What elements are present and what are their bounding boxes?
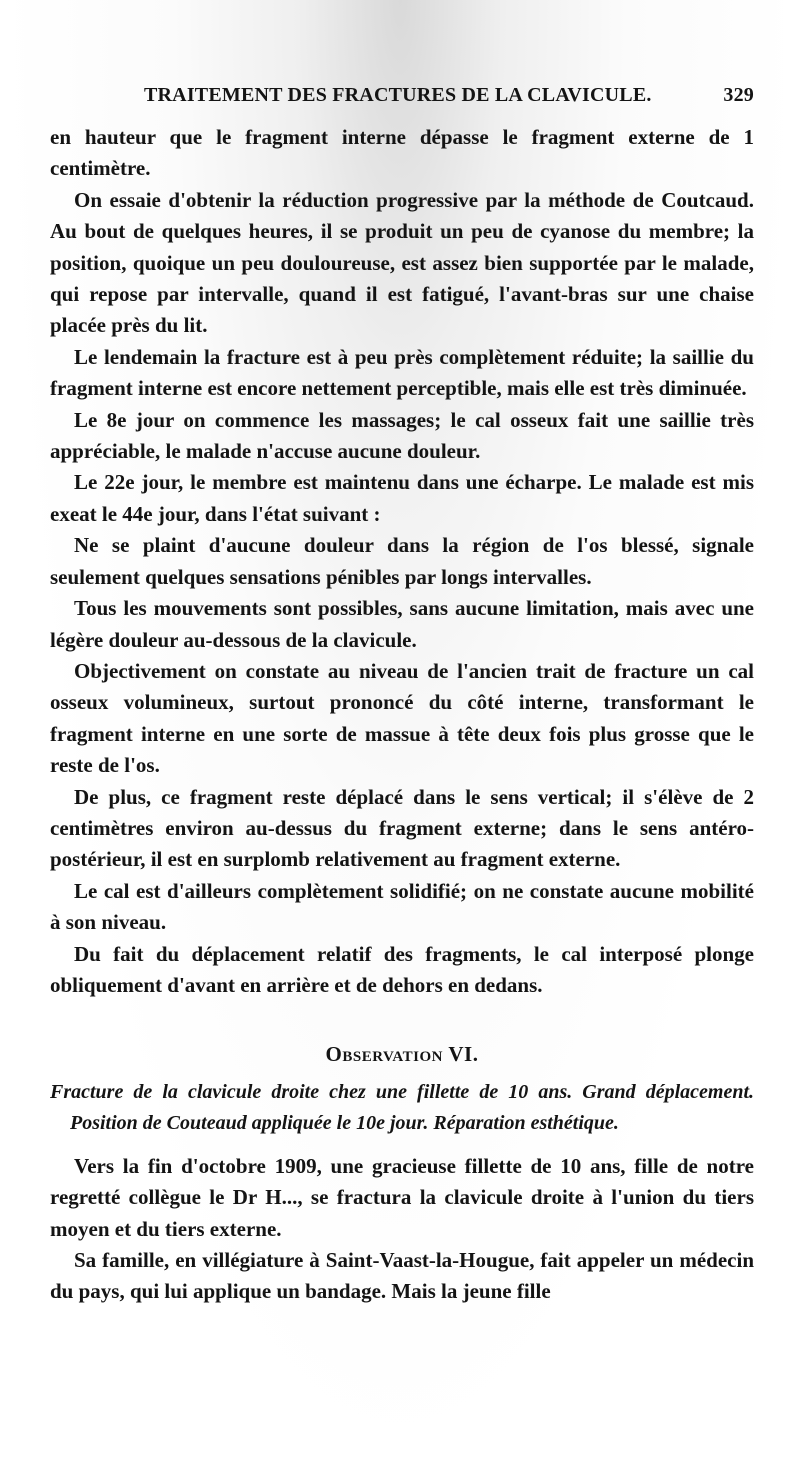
paragraph: Le 22e jour, le membre est maintenu dans une écharpe. Le malade est mis exeat le 44e jour, dans l'état suivant : <box>50 470 754 526</box>
page-header <box>118 80 758 114</box>
paragraph: Le 8e jour on commence les massages; le cal osseux fait une saillie très appréciable, le malade n'accuse aucune douleur. <box>50 407 754 464</box>
observation-body <box>50 1151 754 1308</box>
page-number: 329 <box>723 84 754 106</box>
paragraph: Vers la fin d'octobre 1909, une gracieuse fillette de 10 ans, fille de notre regretté collègue le Dr H..., se fractura la clavicule droite à l'union du tiers moyen et du tiers externe. <box>50 1153 754 1241</box>
paragraph: Ne se plaint d'aucune douleur dans la région de l'os blessé, signale seulement quelques sensations pénibles par longs intervalles. <box>50 533 754 589</box>
paragraph: Tous les mouvements sont possibles, sans aucune limitation, mais avec une légère douleur au-dessous de la clavicule. <box>50 596 754 652</box>
body-text <box>50 122 754 1308</box>
observation-subtitle: Fracture de la clavicule droite chez une fillette de 10 ans. Grand déplacement. Position de Couteaud appliquée le 10e jour. Réparation esthétique. <box>50 1080 754 1134</box>
paragraph: De plus, ce fragment reste déplacé dans le sens vertical; il s'élève de 2 centimètres environ au-dessus du fragment externe; dans le sens antéro-postérieur, il est en surplomb relativement au fragment externe. <box>50 784 754 872</box>
paragraph: en hauteur que le fragment interne dépasse le fragment externe de 1 centimètre. <box>50 125 754 181</box>
running-title: TRAITEMENT DES FRACTURES DE LA CLAVICULE. <box>144 84 652 106</box>
paragraph: Le lendemain la fracture est à peu près complètement réduite; la saillie du fragment interne est encore nettement perceptible, mais elle est très diminuée. <box>50 344 754 401</box>
observation-title: Observation VI. <box>325 1042 479 1067</box>
paragraph: On essaie d'obtenir la réduction progressive par la méthode de Coutcaud. Au bout de quelques heures, il se produit un peu de cyanose du membre; la position, quoique un peu douloureuse, est assez bien supportée par le malade, qui repose par intervalle, quand il est fatigué, l'avant-bras sur une chaise placée près du lit. <box>50 187 754 338</box>
paragraph: Le cal est d'ailleurs complètement solidifié; on ne constate aucune mobilité à son niveau. <box>50 878 754 935</box>
paragraph: Sa famille, en villégiature à Saint-Vaast-la-Hougue, fait appeler un médecin du pays, qui lui applique un bandage. Mais la jeune fille <box>50 1248 754 1304</box>
paragraph: Du fait du déplacement relatif des fragments, le cal interposé plonge obliquement d'avant en arrière et de dehors en dedans. <box>50 941 754 997</box>
paragraph: Objectivement on constate au niveau de l'ancien trait de fracture un cal osseux volumineux, surtout prononcé du côté interne, transformant le fragment interne en une sorte de massue à tête deux fois plus grosse que le reste de l'os. <box>50 658 754 778</box>
